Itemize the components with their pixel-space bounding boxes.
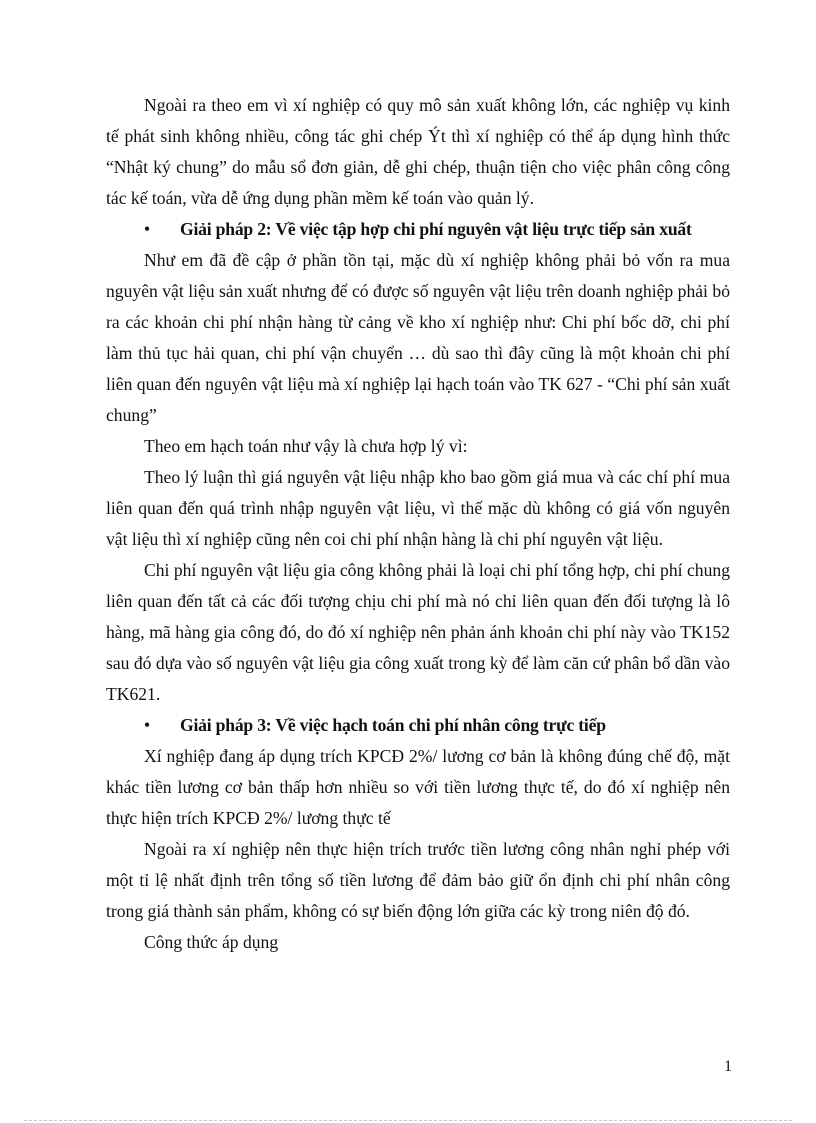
paragraph: Theo em hạch toán như vậy là chưa hợp lý vì: <box>144 436 468 456</box>
paragraph: Theo lý luận thì giá nguyên vật liệu nhập kho bao gồm giá mua và các chí phí mua liên quan đến quá trình nhập nguyên vật liệu, vì thế mặc dù không có giá vốn nguyên vật liệu thì xí nghiệp cũng nên coi chi phí nhận hàng là chi phí nguyên vật liệu. <box>106 467 730 549</box>
paragraph: Chi phí nguyên vật liệu gia công không phải là loại chi phí tổng hợp, chi phí chung liên quan đến tất cả các đối tượng chịu chi phí mà nó chỉ liên quan đến đối tượng là lô hàng, mã hàng gia công đó, do đó xí nghiệp nên phản ánh khoản chi phí này vào TK152 sau đó dựa vào số nguyên vật liệu gia công xuất trong kỳ để làm căn cứ phân bổ dần vào TK621. <box>106 560 730 704</box>
heading-text: Giải pháp 2: Về việc tập hợp chi phí nguyên vật liệu trực tiếp sản xuất <box>180 219 692 239</box>
paragraph: Ngoài ra theo em vì xí nghiệp có quy mô sản xuất không lớn, các nghiệp vụ kinh tế phát sinh không nhiều, công tác ghi chép Ýt thì xí nghiệp có thể áp dụng hình thức “Nhật ký chung” do mẫu sổ đơn giản, dễ ghi chép, thuận tiện cho việc phân công công tác kế toán, vừa dễ ứng dụng phần mềm kế toán vào quản lý. <box>106 95 730 208</box>
heading-text: Giải pháp 3: Về việc hạch toán chi phí nhân công trực tiếp <box>180 715 606 735</box>
paragraph: Xí nghiệp đang áp dụng trích KPCĐ 2%/ lương cơ bản là không đúng chế độ, mặt khác tiền lương cơ bản thấp hơn nhiều so với tiền lương thực tế, do đó xí nghiệp nên thực hiện trích KPCĐ 2%/ lương thực tế <box>106 746 730 828</box>
bullet-icon: • <box>144 715 150 735</box>
body-text <box>106 90 730 958</box>
paragraph: Công thức áp dụng <box>144 932 279 952</box>
page-number: 1 <box>724 1058 732 1075</box>
bullet-icon: • <box>144 219 150 239</box>
heading-solution-3 <box>106 710 730 741</box>
paragraph: Ngoài ra xí nghiệp nên thực hiện trích trước tiền lương công nhân nghỉ phép với một tỉ lệ nhất định trên tổng số tiền lương để đảm bảo giữ ổn định chi phí nhân công trong giá thành sản phẩm, không có sự biến động lớn giữa các kỳ trong niên độ đó. <box>106 839 730 921</box>
heading-solution-2 <box>106 214 730 245</box>
page-bottom-divider <box>24 1120 792 1121</box>
paragraph: Như em đã đề cập ở phần tồn tại, mặc dù xí nghiệp không phải bỏ vốn ra mua nguyên vật liệu sản xuất nhưng để có được số nguyên vật liệu trên doanh nghiệp phải bỏ ra các khoản chi phí nhận hàng từ cảng về kho xí nghiệp như: Chi phí bốc dỡ, chi phí làm thủ tục hải quan, chi phí vận chuyển … dù sao thì đây cũng là một khoản chi phí liên quan đến nguyên vật liệu mà xí nghiệp lại hạch toán vào TK 627 - “Chi phí sản xuất chung” <box>106 250 730 425</box>
